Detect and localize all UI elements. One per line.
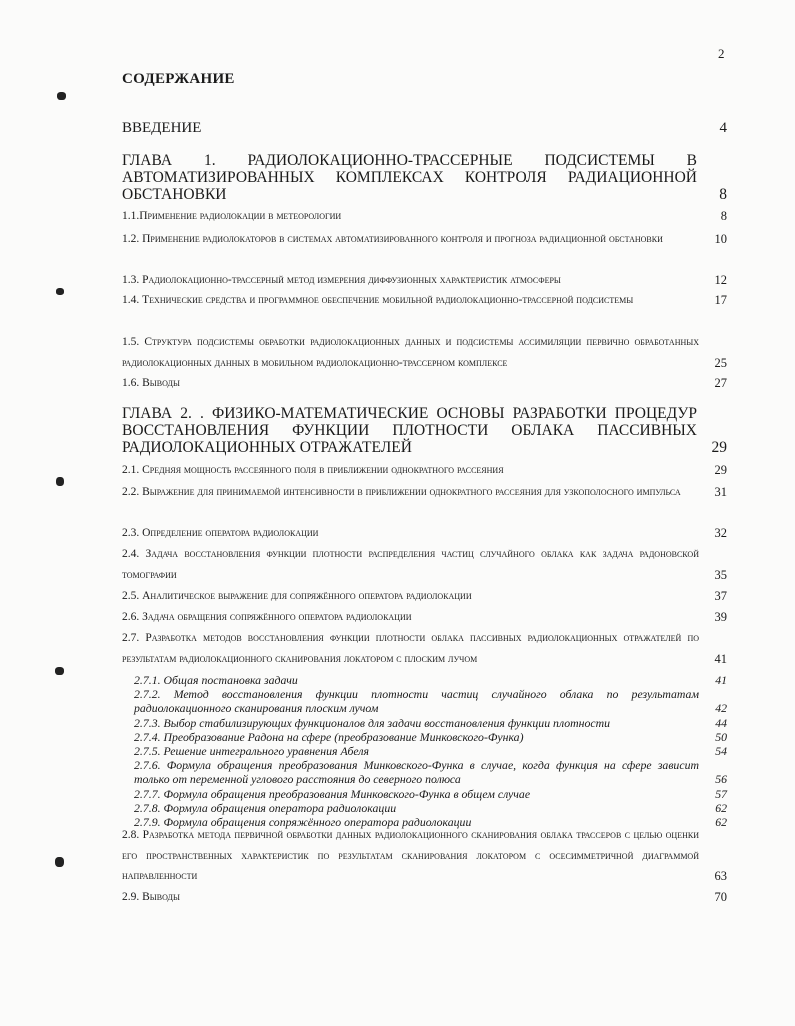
toc-section: [122, 586, 727, 607]
toc-section-label: 2.8. Разработка метода первичной обработки данных радиолокационного сканирования облака трассеров с целью оценки его пространственных характеристик по результатам сканирования локатором с осесимметричной диаграммой направленности: [122, 829, 699, 883]
toc-subsection-page: 44: [715, 716, 727, 730]
toc-section-label: 1.6. Выводы: [122, 377, 180, 389]
toc-subsection-label: 2.7.4. Преобразование Радона на сфере (преобразование Минковского-Функа): [134, 730, 524, 744]
toc-subsection-page: 42: [715, 701, 727, 716]
toc-subsection-label: 2.7.7. Формула обращения преобразования Минковского-Функа в общем случае: [134, 787, 531, 801]
toc-section: [122, 206, 727, 227]
toc-section-page: 29: [714, 463, 727, 477]
toc-subsection-label: 2.7.2. Метод восстановления функции плотности частиц случайного облака по результатам радиолокационного сканирования плоским лучом: [134, 687, 699, 716]
toc-section-label: 1.1.Применение радиолокации в метеорологии: [122, 210, 342, 222]
scan-speck: [56, 477, 64, 486]
toc-section: [122, 270, 727, 291]
toc-subsection-page: 57: [715, 787, 727, 801]
toc-subsection: [134, 744, 727, 758]
toc-section: [122, 482, 727, 503]
toc-section-label: 2.3. Определение оператора радиолокации: [122, 527, 319, 539]
toc-subsection-label: 2.7.6. Формула обращения преобразования Минковского-Функа в случае, когда функция на сфере зависит только от переменной углового расстояния до северного полюса: [134, 758, 699, 787]
toc-section: [122, 290, 727, 311]
toc-chapter-page: 29: [711, 439, 727, 456]
toc-subsection-page: 56: [715, 772, 727, 787]
toc-subsection-label: 2.7.9. Формула обращения сопряжённого оператора радиолокации: [134, 815, 472, 829]
toc-subsection-page: 50: [715, 730, 727, 744]
toc-section: [122, 460, 727, 481]
toc-subsection: [134, 687, 727, 716]
toc-subsection-page: 62: [715, 801, 727, 815]
toc-subsection-label: 2.7.8. Формула обращения оператора радиолокации: [134, 801, 397, 815]
toc-section-page: 37: [714, 589, 727, 603]
toc-subsection-page: 62: [715, 815, 727, 829]
toc-subsection: [134, 787, 727, 801]
toc-section: [122, 332, 727, 373]
toc-subsection: [134, 673, 727, 687]
toc-entry-introduction: [122, 120, 727, 137]
toc-chapter-label: ГЛАВА 1. РАДИОЛОКАЦИОННО-ТРАССЕРНЫЕ ПОДСИСТЕМЫ В АВТОМАТИЗИРОВАННЫХ КОМПЛЕКСАХ КОНТРОЛЯ РАДИАЦИОННОЙ ОБСТАНОВКИ: [122, 152, 697, 203]
toc-section-page: 70: [714, 890, 727, 904]
scan-speck: [57, 92, 66, 100]
toc-subsection: [134, 758, 727, 787]
toc-section-page: 8: [720, 209, 727, 223]
toc-entry-label: ВВЕДЕНИЕ: [122, 120, 202, 136]
toc-chapter-2: [122, 405, 727, 456]
toc-section-page: 31: [714, 485, 727, 499]
toc-section-page: 63: [714, 869, 727, 884]
toc-chapter-label: ГЛАВА 2. . ФИЗИКО-МАТЕМАТИЧЕСКИЕ ОСНОВЫ РАЗРАБОТКИ ПРОЦЕДУР ВОССТАНОВЛЕНИЯ ФУНКЦИИ ПЛОТНОСТИ ОБЛАКА ПАССИВНЫХ РАДИОЛОКАЦИОННЫХ ОТРАЖАТЕЛЕЙ: [122, 405, 697, 456]
toc-chapter-page: 8: [719, 186, 727, 203]
toc-section: [122, 628, 727, 669]
toc-chapter-1: [122, 152, 727, 203]
toc-section-label: 2.4. Задача восстановления функции плотности распределения частиц случайного облака как задача радоновской томографии: [122, 548, 699, 581]
toc-section-page: 25: [714, 355, 727, 370]
toc-subsection-page: 41: [715, 673, 727, 687]
toc-subsection: [134, 801, 727, 815]
toc-section-page: 10: [714, 232, 727, 246]
toc-section-page: 12: [714, 273, 727, 287]
toc-section-label: 2.5. Аналитическое выражение для сопряжённого оператора радиолокации: [122, 590, 472, 602]
toc-section-label: 2.7. Разработка методов восстановления функции плотности облака пассивных радиолокационных отражателей по результатам радиолокационного сканирования локатором с плоским лучом: [122, 632, 699, 665]
toc-section: [122, 373, 727, 394]
toc-section-label: 1.5. Структура подсистемы обработки радиолокационных данных и подсистемы ассимиляции первично обработанных радиолокационных данных в мобильном радиолокационно-трассерном комплексе: [122, 336, 699, 369]
toc-section-page: 41: [714, 651, 727, 666]
toc-section-label: 1.2. Применение радиолокаторов в системах автоматизированного контроля и прогноза радиационной обстановки: [122, 233, 663, 245]
toc-section-label: 1.3. Радиолокационно-трассерный метод измерения диффузионных характеристик атмосферы: [122, 274, 561, 286]
toc-section-page: 35: [714, 567, 727, 582]
toc-subsection-label: 2.7.3. Выбор стабилизирующих функционалов для задачи восстановления функции плотности: [134, 716, 611, 730]
toc-section-page: 32: [714, 526, 727, 540]
scan-speck: [56, 288, 64, 295]
toc-section: [122, 544, 727, 585]
toc-entry-page: 4: [719, 120, 727, 136]
page-number: 2: [718, 46, 725, 61]
toc-section-label: 1.4. Технические средства и программное обеспечение мобильной радиолокационно-трассерной подсистемы: [122, 294, 634, 306]
toc-section-page: 39: [714, 610, 727, 624]
toc-section: [122, 523, 727, 544]
toc-section-page: 17: [714, 293, 727, 307]
page-title: СОДЕРЖАНИЕ: [122, 71, 235, 87]
toc-subsection-label: 2.7.1. Общая постановка задачи: [134, 673, 298, 687]
toc-section-label: 2.1. Средняя мощность рассеянного поля в приближении однократного рассеяния: [122, 464, 504, 476]
toc-subsection-page: 54: [715, 744, 727, 758]
scan-speck: [55, 857, 64, 867]
toc-section-label: 2.6. Задача обращения сопряжённого оператора радиолокации: [122, 611, 412, 623]
toc-section-label: 2.9. Выводы: [122, 891, 180, 903]
toc-section: [122, 229, 727, 250]
toc-section: [122, 825, 727, 887]
toc-section: [122, 607, 727, 628]
toc-subsection: [134, 730, 727, 744]
toc-section: [122, 887, 727, 908]
scan-speck: [55, 667, 64, 675]
toc-subsection-label: 2.7.5. Решение интегрального уравнения Абеля: [134, 744, 370, 758]
toc-section-page: 27: [714, 376, 727, 390]
toc-subsection: [134, 716, 727, 730]
toc-section-label: 2.2. Выражение для принимаемой интенсивности в приближении однократного рассеяния для узкополосного импульса: [122, 486, 681, 498]
